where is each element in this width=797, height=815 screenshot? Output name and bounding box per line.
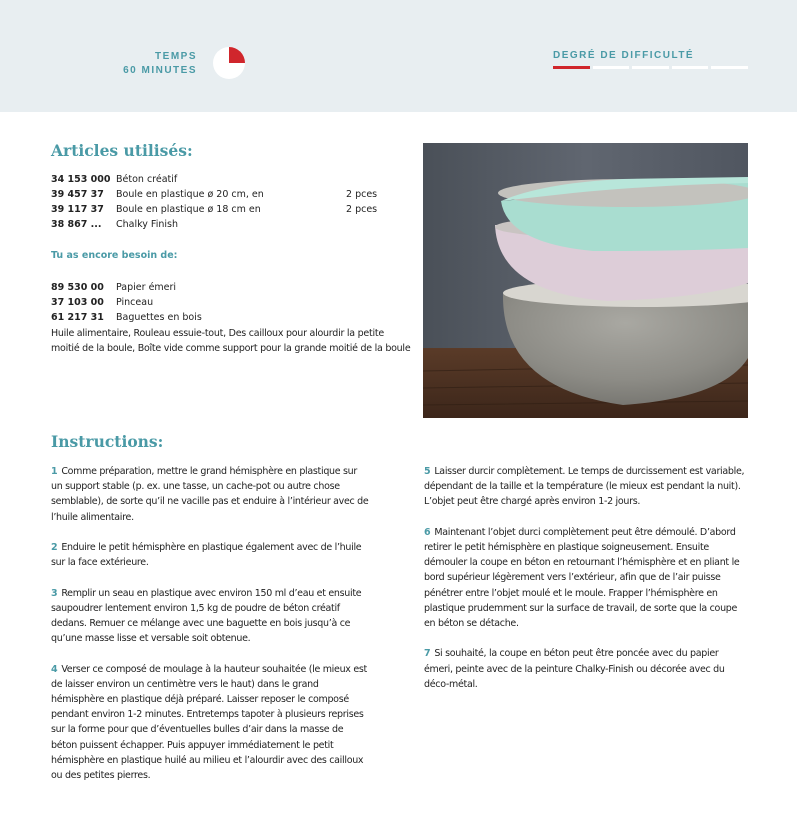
step-number: 3 <box>51 587 58 599</box>
need-list <box>51 280 411 325</box>
article-number: 39 457 37 <box>51 189 104 200</box>
step-text: Enduire le petit hémisphère en plastique également avec de l’huile sur la face extérieure. <box>51 542 362 569</box>
step-text: Verser ce composé de moulage à la hauteur souhaitée (le mieux est de laisser environ un centimètre vers le haut) dans le grand hémisphère en plastique déjà préparé. Laisser reposer le composé pendant environ 1-2 minutes. Entretemps tapoter à plusieurs reprises sur la forme pour que d’éventuelles bulles d’air dans la masse de béton puissent échapper. Puis appuyer immédiatement le petit hémisphère en plastique huilé au milieu et l’alourdir avec des cailloux ou des petites pierres. <box>51 663 367 782</box>
difficulty-meter <box>553 66 748 69</box>
list-item <box>51 187 411 202</box>
article-number: 38 867 ... <box>51 219 102 230</box>
step-text: Remplir un seau en plastique avec environ 150 ml d’eau et ensuite saupoudrer lentement environ 1,5 kg de poudre de béton créatif dedans. Remuer ce mélange avec une baguette en bois jusqu’à ce qu’une masse lisse et versable soit obtenue. <box>51 587 362 645</box>
article-description: Boule en plastique ø 20 cm, en <box>116 189 264 200</box>
time-label-text: TEMPS <box>155 51 197 62</box>
step-text: Si souhaité, la coupe en béton peut être poncée avec du papier émeri, peinte avec de la peinture Chalky-Finish ou décorée avec du déco-métal. <box>424 648 725 690</box>
article-quantity: 2 pces <box>346 189 378 200</box>
instruction-step <box>51 662 371 784</box>
list-item <box>51 310 411 325</box>
article-number: 39 117 37 <box>51 204 104 215</box>
article-description: Béton créatif <box>116 174 178 185</box>
instruction-step <box>51 540 371 570</box>
article-quantity: 2 pces <box>346 204 378 215</box>
instruction-step <box>424 525 748 631</box>
article-number: 61 217 31 <box>51 312 104 323</box>
need-title: Tu as encore besoin de: <box>51 250 178 261</box>
step-text: Laisser durcir complètement. Le temps de durcissement est variable, dépendant de la taille et la température (le mieux est pendant la nuit). L’objet peut être chargé après environ 1-2 jours. <box>424 466 745 508</box>
list-item <box>51 202 411 217</box>
difficulty-segment <box>632 66 669 69</box>
list-item <box>51 280 411 295</box>
instruction-step <box>51 464 371 525</box>
difficulty-segment <box>672 66 709 69</box>
difficulty-segment <box>711 66 748 69</box>
step-number: 1 <box>51 466 58 477</box>
time-label <box>123 50 197 78</box>
article-description: Papier émeri <box>116 282 177 293</box>
step-number: 2 <box>51 542 58 553</box>
step-number: 6 <box>424 526 431 538</box>
article-number: 37 103 00 <box>51 297 104 308</box>
article-number: 89 530 00 <box>51 282 104 293</box>
step-text: Comme préparation, mettre le grand hémisphère en plastique sur un support stable (p. ex. une tasse, un cache-pot ou autre chose semblable), de sorte qu’il ne vacille pas et enduire à l’intérieur avec de l’huile alimentaire. <box>51 466 369 523</box>
bowls-photo <box>423 143 748 418</box>
extra-items: Huile alimentaire, Rouleau essuie-tout, Des cailloux pour alourdir la petite moitié de la boule, Boîte vide comme support pour la grande moitié de la boule <box>51 328 411 354</box>
instruction-step <box>51 586 371 647</box>
article-number: 34 153 000 <box>51 174 111 185</box>
instructions-col-right <box>424 464 748 707</box>
difficulty-segment <box>593 66 630 69</box>
step-number: 4 <box>51 663 58 675</box>
time-value: 60 MINUTES <box>123 65 197 76</box>
clock-icon <box>213 47 245 79</box>
list-item <box>51 295 411 310</box>
instruction-step <box>424 646 748 692</box>
list-item <box>51 217 411 232</box>
difficulty-segment <box>553 66 590 69</box>
list-item <box>51 172 411 187</box>
step-number: 5 <box>424 466 431 477</box>
instruction-step <box>424 464 748 510</box>
header-bar <box>0 0 797 112</box>
instructions-title: Instructions: <box>51 432 164 451</box>
article-description: Pinceau <box>116 297 154 308</box>
step-text: Maintenant l’objet durci complètement peut être démoulé. D’abord retirer le petit hémisphère en plastique soigneusement. Ensuite démouler la coupe en béton en retournant l’hémisphère et en pliant le bord supérieur légèrement vers l’extérieur, afin que de l’air puisse pénétrer entre l’objet moulé et le moule. Frapper l’hémisphère en plastique prudemment sur la surface de travail, de sorte que la coupe en béton se détache. <box>424 526 740 630</box>
articles-list <box>51 172 411 232</box>
instructions-col-left <box>51 464 371 798</box>
article-description: Boule en plastique ø 18 cm en <box>116 204 261 215</box>
difficulty-label: DEGRÉ DE DIFFICULTÉ <box>553 50 695 61</box>
step-number: 7 <box>424 648 431 660</box>
article-description: Chalky Finish <box>116 219 178 230</box>
articles-title: Articles utilisés: <box>51 141 193 160</box>
article-description: Baguettes en bois <box>116 312 202 323</box>
